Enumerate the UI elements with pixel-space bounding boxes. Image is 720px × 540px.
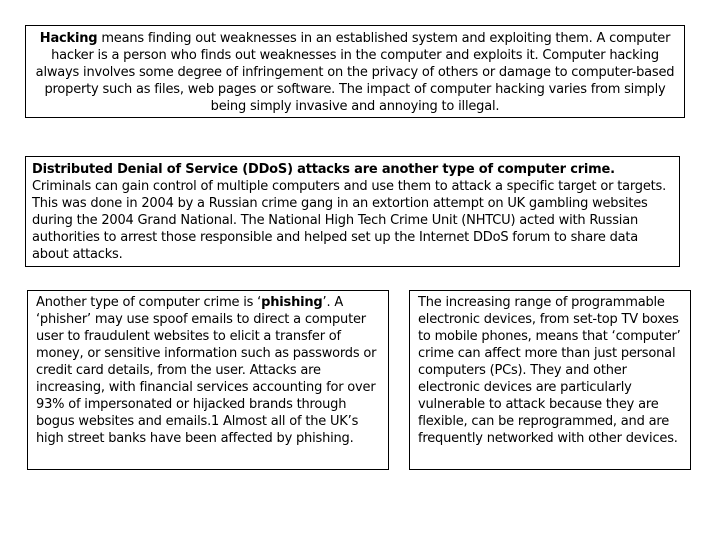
phishing-term: phishing xyxy=(261,295,323,310)
devices-text-box xyxy=(409,290,691,470)
ddos-lead-sentence: Distributed Denial of Service (DDoS) attacks are another type of computer crime. xyxy=(32,162,615,177)
hacking-text-box xyxy=(25,25,685,118)
phishing-description: ’. A ‘phisher’ may use spoof emails to direct a computer user to fraudulent websites to elicit a transfer of money, or sensitive information such as passwords or credit card details, from the user. Attacks are increasing, with financial services accounting for over 93% of impersonated or hijacked brands through bogus websites and emails.1 Almost all of the UK’s high street banks have been affected by phishing. xyxy=(36,295,377,446)
ddos-description: Criminals can gain control of multiple computers and use them to attack a specific target or targets. This was done in 2004 by a Russian crime gang in an extortion attempt on UK gambling websites during the 2004 Grand National. The National High Tech Crime Unit (NHTCU) acted with Russian authorities to arrest those responsible and helped set up the Internet DDoS forum to share data about attacks. xyxy=(32,179,667,262)
phishing-text-box xyxy=(27,290,389,470)
phishing-intro: Another type of computer crime is ‘ xyxy=(36,295,262,310)
devices-description: The increasing range of programmable electronic devices, from set-top TV boxes to mobile phones, means that ‘computer’ crime can affect more than just personal computers (PCs). They and other electronic devices are particularly vulnerable to attack because they are flexible, can be reprogrammed, and are frequently networked with other devices. xyxy=(418,295,681,446)
hacking-description: means finding out weaknesses in an established system and exploiting them. A computer hacker is a person who finds out weaknesses in the computer and exploits it. Computer hacking always involves some degree of infringement on the privacy of others or damage to computer-based property such as files, web pages or software. The impact of computer hacking varies from simply being simply invasive and annoying to illegal. xyxy=(35,31,675,114)
ddos-text-box xyxy=(25,156,680,267)
hacking-term: Hacking xyxy=(39,31,98,46)
